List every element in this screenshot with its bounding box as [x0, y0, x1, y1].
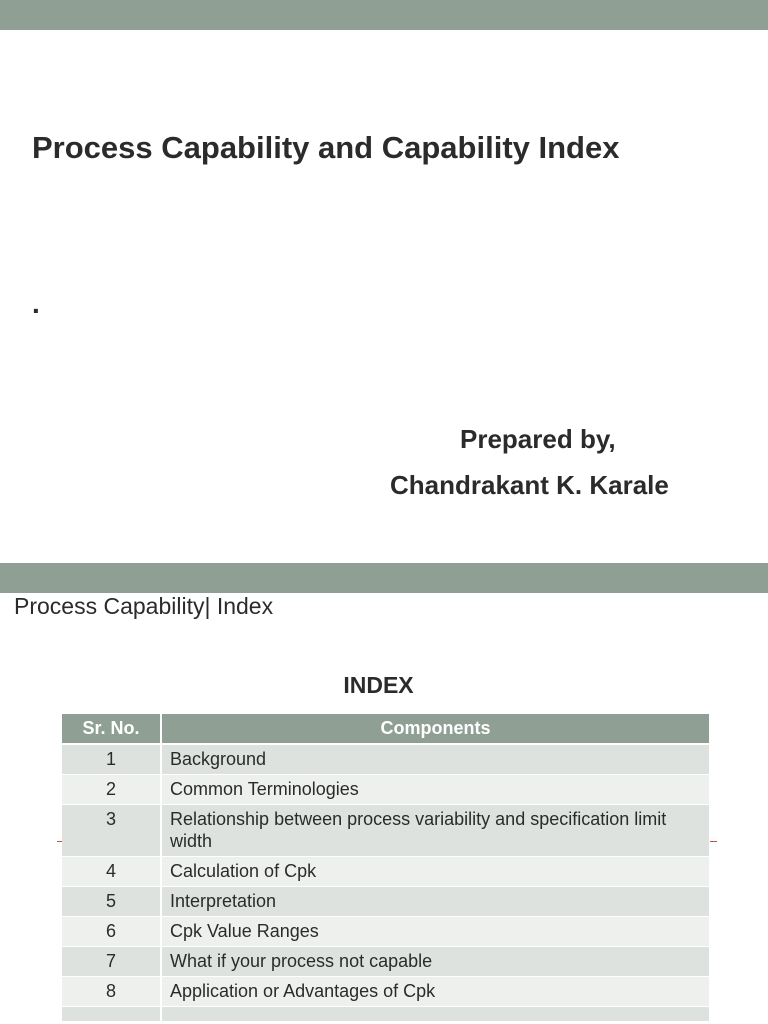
row-number: 3 — [62, 805, 161, 857]
row-component: What if your process not capable — [161, 947, 709, 977]
table-row — [62, 917, 709, 947]
row-number-empty — [62, 1007, 161, 1022]
row-number: 8 — [62, 977, 161, 1007]
row-component: Background — [161, 744, 709, 775]
prepared-by-label: Prepared by, — [460, 424, 616, 454]
table-row — [62, 887, 709, 917]
column-header-components: Components — [161, 714, 709, 744]
table-row — [62, 805, 709, 857]
table-row — [62, 775, 709, 805]
row-component: Common Terminologies — [161, 775, 709, 805]
table-row — [62, 857, 709, 887]
row-number: 1 — [62, 744, 161, 775]
slide2-top-band — [0, 563, 768, 593]
decorative-divider-right — [710, 841, 717, 842]
slide1-top-band — [0, 0, 768, 30]
row-component: Cpk Value Ranges — [161, 917, 709, 947]
column-header-sr-no: Sr. No. — [62, 714, 161, 744]
table-row — [62, 744, 709, 775]
row-number: 2 — [62, 775, 161, 805]
author-name: Chandrakant K. Karale — [390, 470, 669, 500]
table-header-row — [62, 714, 709, 744]
slide-header: Process Capability| Index — [14, 593, 274, 619]
slide-bullet: . — [32, 288, 40, 319]
row-number: 5 — [62, 887, 161, 917]
index-table — [62, 714, 709, 1022]
table-row — [62, 977, 709, 1007]
table-row — [62, 947, 709, 977]
row-number: 4 — [62, 857, 161, 887]
row-component: Interpretation — [161, 887, 709, 917]
slide-title: Process Capability and Capability Index — [32, 130, 620, 165]
row-component-empty — [161, 1007, 709, 1022]
table-row-empty — [62, 1007, 709, 1022]
row-number: 7 — [62, 947, 161, 977]
row-component: Calculation of Cpk — [161, 857, 709, 887]
row-component: Application or Advantages of Cpk — [161, 977, 709, 1007]
row-component: Relationship between process variability and specification limit width — [161, 805, 709, 857]
index-heading: INDEX — [343, 672, 414, 698]
row-number: 6 — [62, 917, 161, 947]
